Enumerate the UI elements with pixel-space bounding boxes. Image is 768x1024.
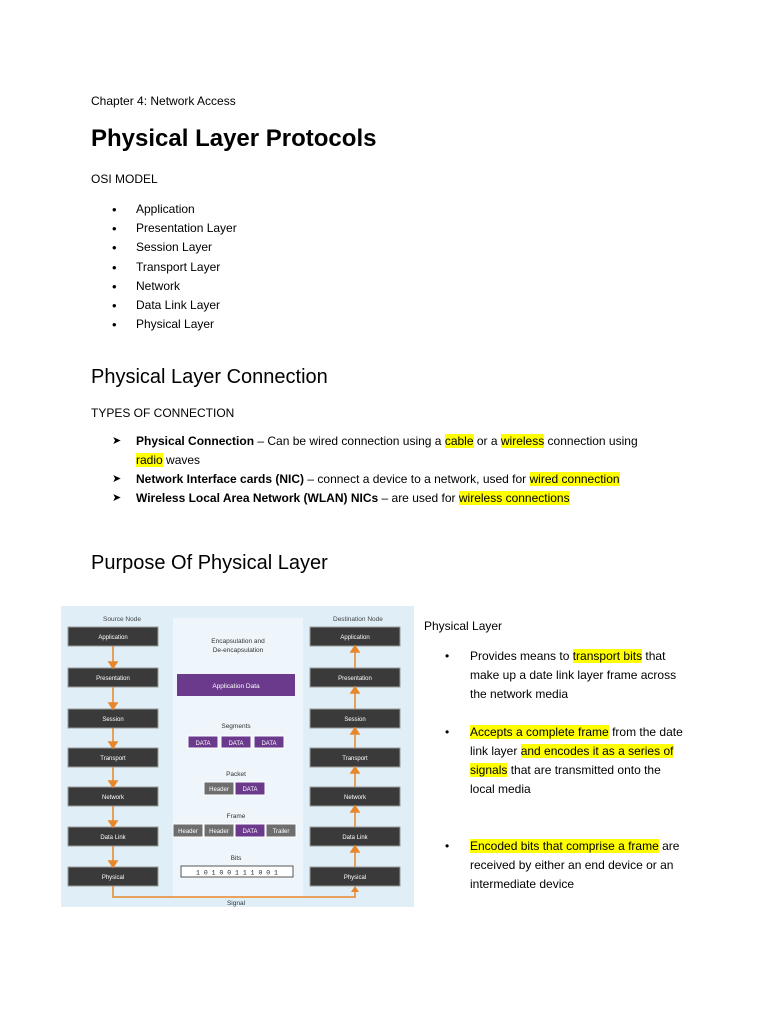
layer-label: Physical (343, 875, 367, 881)
physical-layer-label: Physical Layer (424, 619, 503, 633)
highlight: wireless connections (458, 491, 570, 505)
text: waves (162, 453, 201, 467)
highlight: wireless (500, 434, 545, 448)
list-item: • Network (112, 277, 237, 296)
layer-label: Presentation (338, 676, 372, 682)
list-item (445, 647, 685, 704)
source-layer-stack (68, 627, 158, 886)
types-of-connection-label: TYPES OF CONNECTION (91, 406, 235, 420)
layer-label: Transport (342, 756, 368, 762)
frame-data-label: DATA (242, 829, 258, 835)
text: from the date link layer (470, 725, 683, 758)
text: are received by either an end device or an intermediate device (470, 839, 680, 891)
highlight: transport bits (572, 649, 643, 663)
text: – connect a device to a network, used for (304, 472, 530, 486)
signal-arrowhead-icon (351, 886, 359, 892)
page-title: Physical Layer Protocols (91, 125, 377, 152)
layer-label: Application (340, 635, 370, 641)
bits-value: 1 0 1 0 0 1 1 1 0 0 1 (196, 869, 278, 877)
encapsulation-title-line2: De-encapsulation (212, 647, 264, 654)
frame-header-label: Header (209, 829, 229, 835)
highlight: cable (444, 434, 474, 448)
segment-label: DATA (195, 741, 211, 747)
list-item (112, 489, 672, 508)
packet-header-label: Header (209, 787, 229, 793)
text: or a (473, 434, 501, 448)
osi-model-label: OSI MODEL (91, 172, 158, 186)
packet-label: Packet (226, 771, 246, 778)
layer-label: Data Link (100, 835, 126, 841)
frame-trailer-label: Trailer (272, 829, 290, 835)
text: – are used for (378, 491, 459, 505)
layer-label: Network (101, 795, 125, 801)
layer-label: Physical (101, 875, 125, 881)
layer-label: Transport (100, 756, 126, 762)
highlight: Accepts a complete frame (470, 725, 609, 739)
term: Physical Connection (136, 434, 255, 448)
list-item (445, 837, 685, 894)
frame-header-label: Header (178, 829, 198, 835)
segment-label: DATA (228, 741, 244, 747)
layer-label: Session (102, 717, 124, 723)
source-node-label: Source Node (103, 616, 141, 623)
destination-node-label: Destination Node (333, 616, 383, 623)
list-item: • Application (112, 200, 237, 219)
list-item: • Data Link Layer (112, 296, 237, 315)
encapsulation-diagram (61, 606, 414, 907)
osi-layer-list (112, 200, 237, 334)
list-item (445, 723, 685, 799)
term: Network Interface cards (NIC) (136, 472, 305, 486)
destination-layer-stack (310, 627, 400, 886)
list-item: • Physical Layer (112, 315, 237, 334)
highlight: wired connection (529, 472, 620, 486)
frame-label: Frame (226, 813, 246, 820)
encapsulation-title-line1: Encapsulation and (211, 638, 265, 645)
layer-label: Session (344, 717, 366, 723)
list-item (112, 432, 672, 470)
list-item: • Session Layer (112, 238, 237, 257)
highlight: radio (136, 453, 163, 467)
connection-type-list (112, 432, 672, 508)
list-item: • Presentation Layer (112, 219, 237, 238)
layer-label: Network (343, 795, 367, 801)
text: Provides means to (470, 649, 573, 663)
text: that are transmitted onto the local media (470, 763, 661, 796)
highlight: Encoded bits that comprise a frame (470, 839, 659, 853)
arrow-bullet-icon: ➤ (112, 435, 122, 447)
text: that make up a date link layer frame across the network media (470, 649, 677, 701)
physical-layer-bullets (445, 647, 685, 894)
arrow-bullet-icon: ➤ (112, 492, 122, 504)
term: Wireless Local Area Network (WLAN) NICs (136, 491, 379, 505)
signal-label: Signal (226, 900, 246, 907)
bits-label: Bits (230, 855, 242, 862)
layer-label: Application (98, 635, 128, 641)
purpose-heading: Purpose Of Physical Layer (91, 552, 328, 574)
layer-label: Presentation (96, 676, 130, 682)
chapter-heading: Chapter 4: Network Access (91, 94, 236, 108)
highlight: and encodes it as a series of signals (470, 744, 674, 777)
list-item (112, 470, 672, 489)
arrow-bullet-icon: ➤ (112, 473, 122, 485)
layer-label: Data Link (342, 835, 368, 841)
text: – Can be wired connection using a (254, 434, 445, 448)
application-data-label: Application Data (212, 683, 260, 690)
text: connection using (544, 434, 638, 448)
segments-label: Segments (221, 723, 251, 730)
list-item: • Transport Layer (112, 258, 237, 277)
segment-label: DATA (261, 741, 277, 747)
packet-data-label: DATA (242, 787, 258, 793)
connection-heading: Physical Layer Connection (91, 366, 328, 388)
